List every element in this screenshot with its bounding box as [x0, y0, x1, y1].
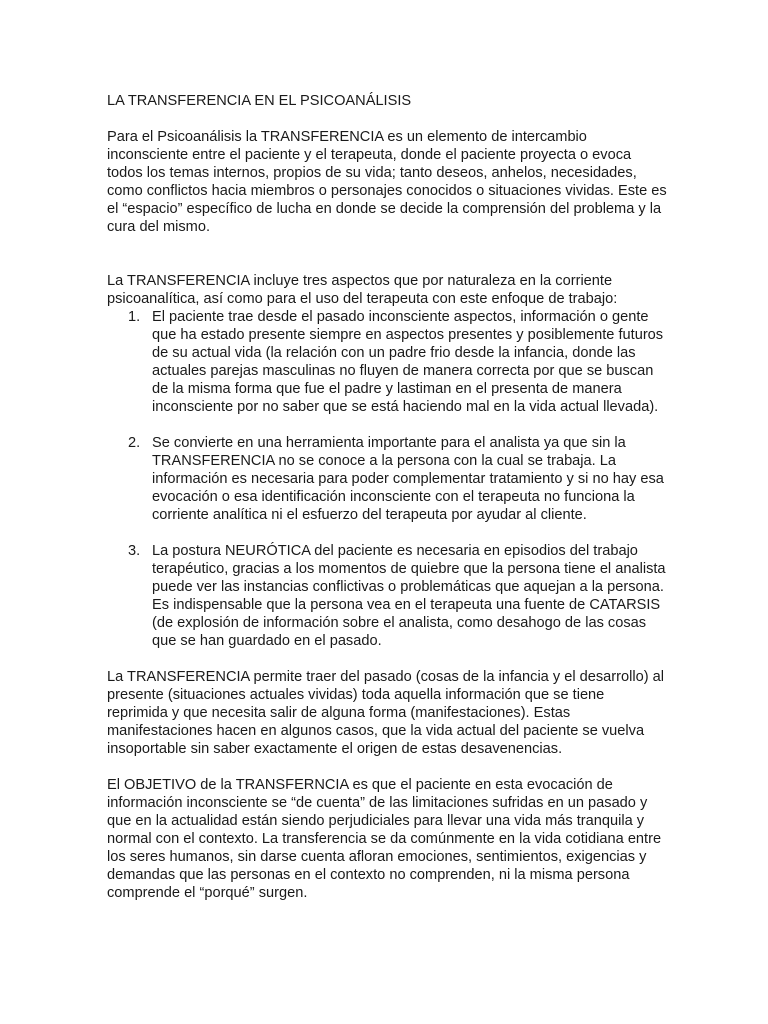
list-item: [107, 542, 667, 650]
list-item: [107, 308, 667, 416]
list-item-number: 1.: [128, 309, 141, 325]
aspects-lead-paragraph: La TRANSFERENCIA incluye tres aspectos que por naturaleza en la corriente psicoanalítica, así como para el uso del terapeuta con este enfoque de trabajo:: [107, 273, 618, 307]
document-page: [107, 92, 667, 902]
document-title: LA TRANSFERENCIA EN EL PSICOANÁLISIS: [107, 93, 412, 109]
spacer: [107, 650, 667, 668]
permite-paragraph: La TRANSFERENCIA permite traer del pasado (cosas de la infancia y el desarrollo) al presente (situaciones actuales vividas) toda aquella información que se tiene reprimida y que necesita salir de alguna forma (manifestaciones). Estas manifestaciones hacen en algunos casos, que la vida actual del paciente se vuelva insoportable sin saber exactamente el origen de estas desavenencias.: [107, 669, 664, 757]
spacer: [107, 758, 667, 776]
objetivo-paragraph: El OBJETIVO de la TRANSFERNCIA es que el paciente en esta evocación de información inconsciente se “de cuenta” de las limitaciones sufridas en un pasado y que en la actualidad están siendo perjudiciales para llevar una vida más tranquila y normal con el contexto. La transferencia se da comúnmente en la vida cotidiana entre los seres humanos, sin darse cuenta afloran emociones, sentimientos, exigencias y demandas que las personas en el contexto no comprenden, ni la misma persona comprende el “porqué” surgen.: [107, 777, 662, 901]
list-item-text: Se convierte en una herramienta importante para el analista ya que sin la TRANSFERENCIA no se conoce a la persona con la cual se trabaja. La información es necesaria para poder complementar tratamiento y si no hay esa evocación o esa identificación inconsciente con el terapeuta no funciona la corriente analítica ni el esfuerzo del terapeuta por ayudar al cliente.: [152, 435, 664, 523]
spacer: [107, 236, 667, 272]
list-item: [107, 434, 667, 524]
list-item-number: 3.: [128, 543, 141, 559]
list-item-text: El paciente trae desde el pasado inconsciente aspectos, información o gente que ha estado presente siempre en aspectos presentes y posiblemente futuros de su actual vida (la relación con un padre frio desde la infancia, donde las actuales parejas masculinas no fluyen de manera correcta por que se buscan de la misma forma que fue el padre y lastiman en el presenta de manera inconsciente por no saber que se está haciendo mal en la vida actual llevada).: [152, 309, 664, 415]
aspects-list: [107, 308, 667, 650]
list-item-text: La postura NEURÓTICA del paciente es necesaria en episodios del trabajo terapéutico, gracias a los momentos de quiebre que la persona tiene el analista puede ver las instancias conflictivas o problemáticas que aquejan a la persona. Es indispensable que la persona vea en el terapeuta una fuente de CATARSIS (de explosión de información sobre el analista, como desahogo de las cosas que se han guardado en el pasado.: [152, 543, 666, 649]
list-item-number: 2.: [128, 435, 141, 451]
intro-paragraph: Para el Psicoanálisis la TRANSFERENCIA es un elemento de intercambio inconsciente entre el paciente y el terapeuta, donde el paciente proyecta o evoca todos los temas internos, propios de su vida; tanto deseos, anhelos, necesidades, como conflictos hacia miembros o personajes conocidos o situaciones vividas. Este es el “espacio” específico de lucha en donde se decide la comprensión del problema y la cura del mismo.: [107, 129, 667, 235]
